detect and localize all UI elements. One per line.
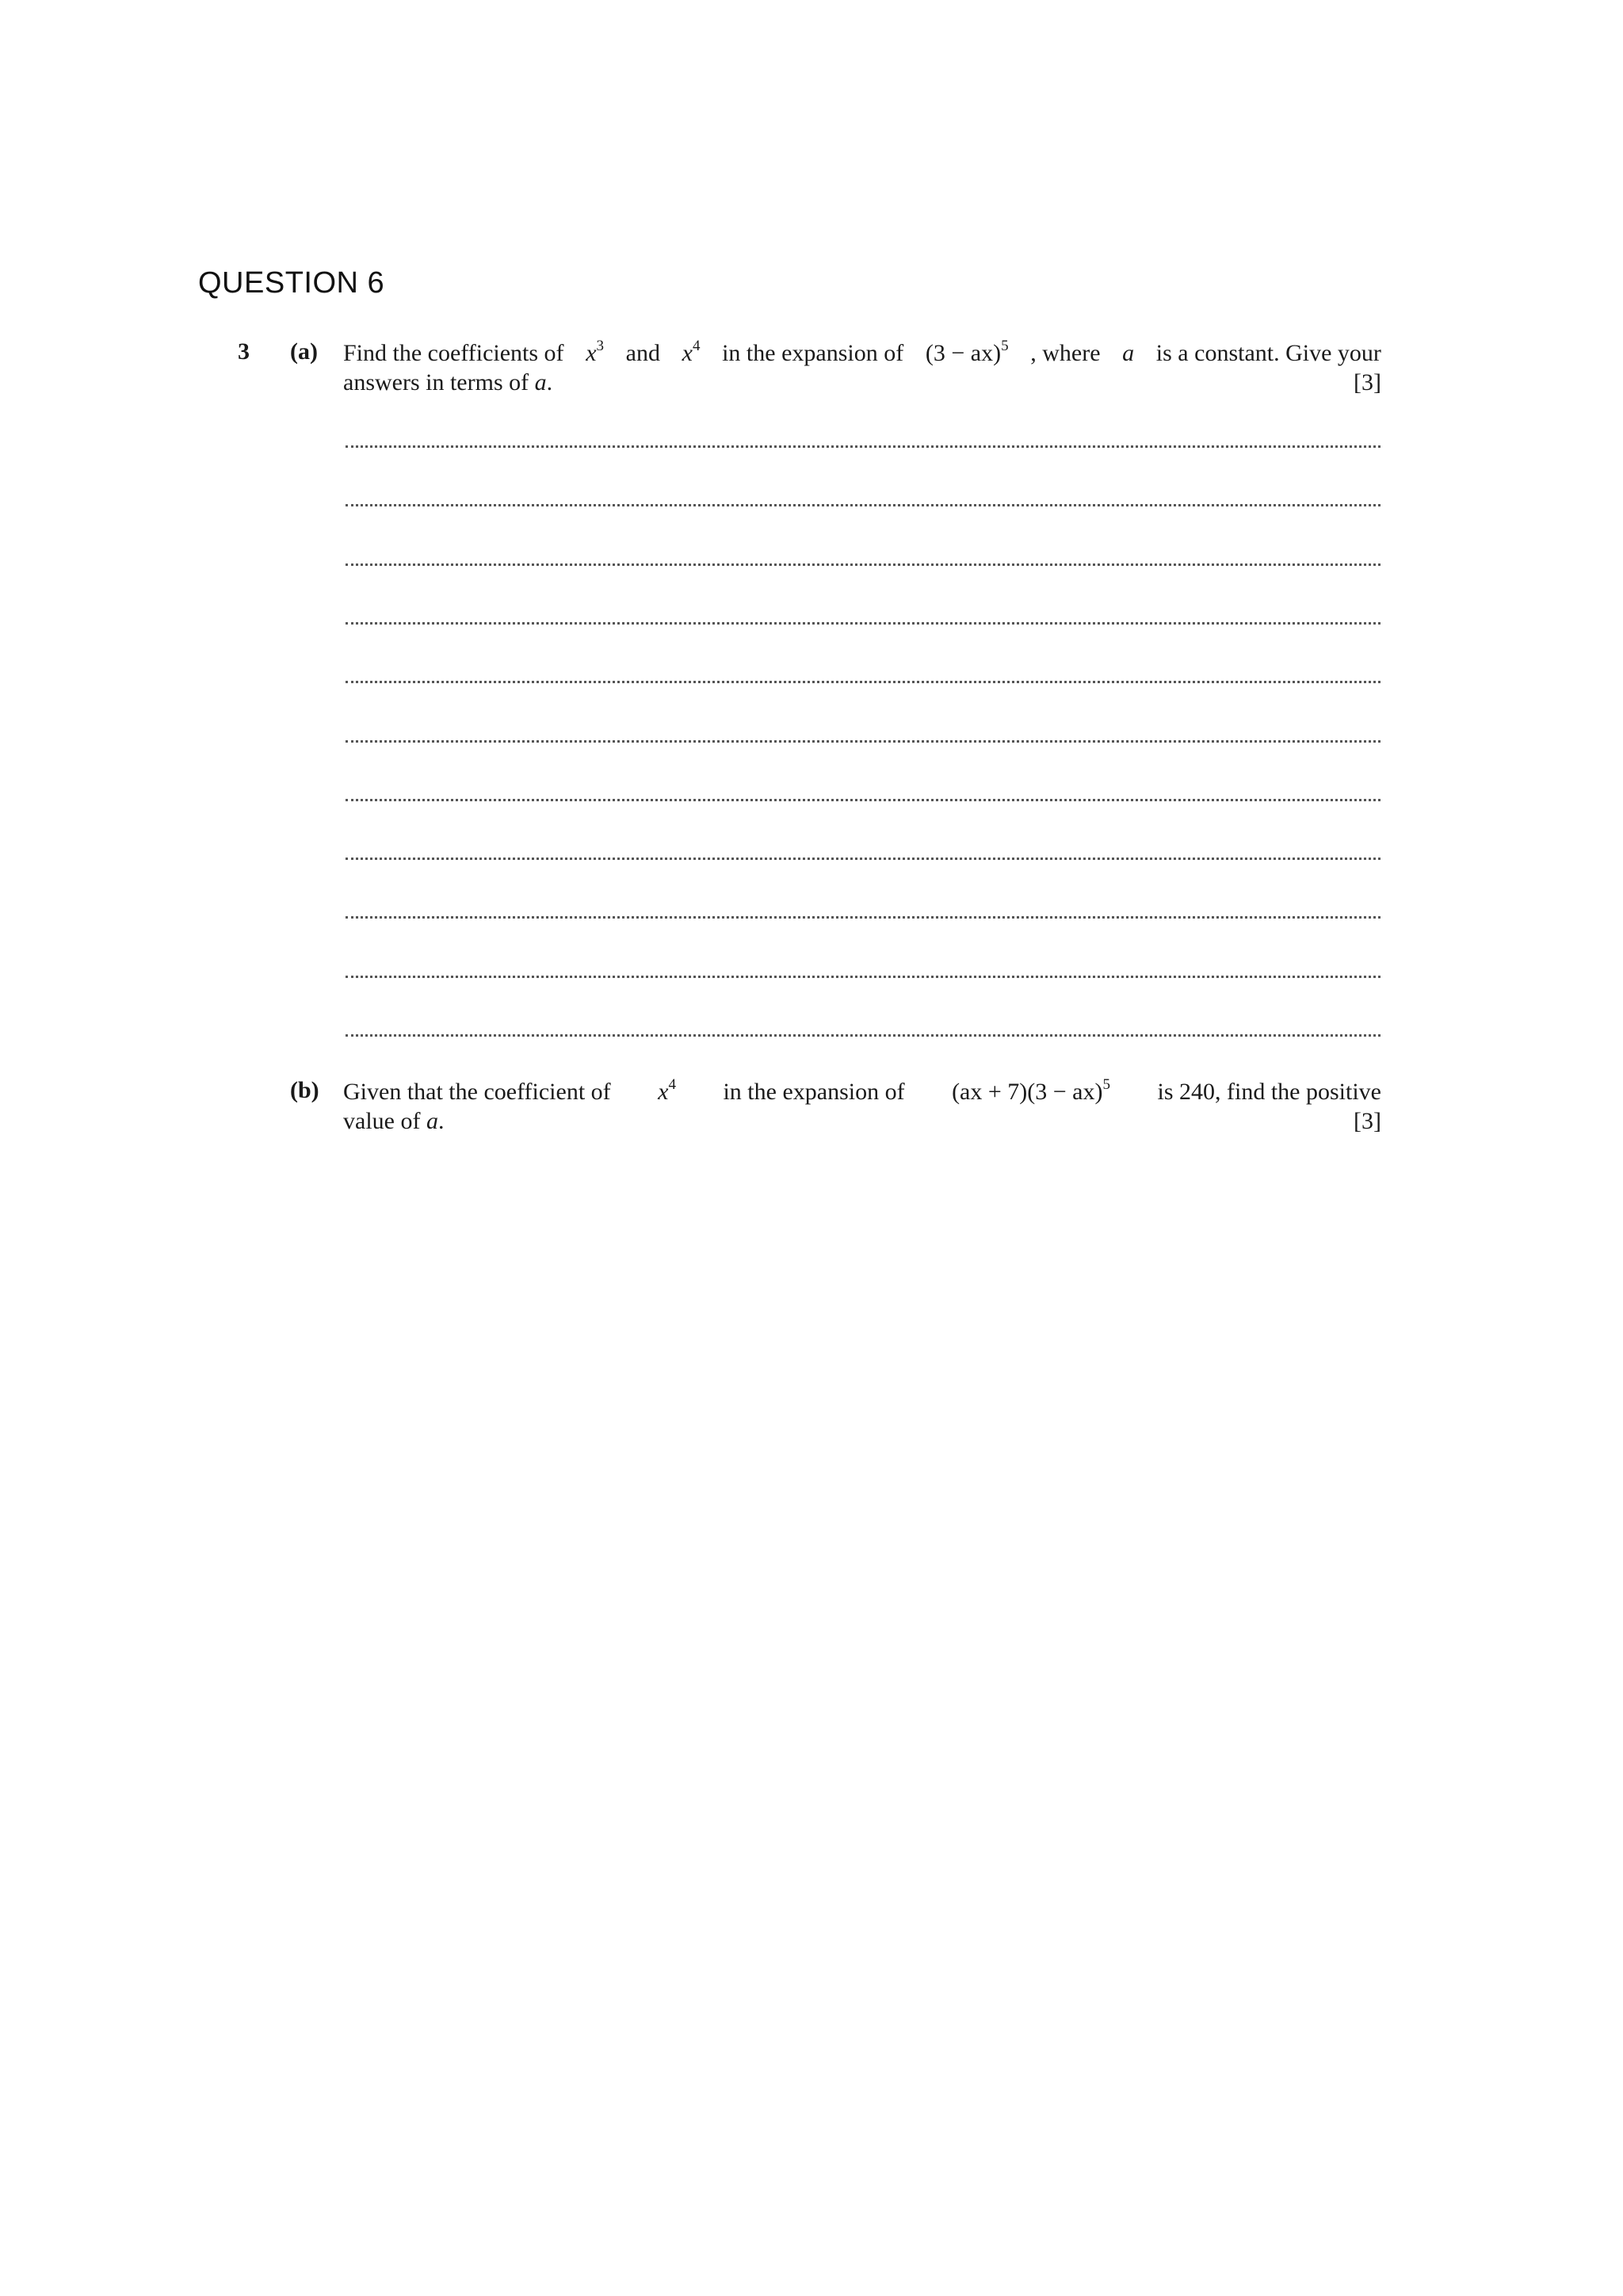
part-b-text-1: Given that the coefficient of <box>343 1079 611 1105</box>
page-title: QUESTION 6 <box>198 266 385 300</box>
x-fourth: $x^4$ <box>658 1076 676 1105</box>
part-a-text-3: in the expansion of <box>722 340 904 366</box>
part-a-text-5: is a constant. Give your <box>1155 340 1381 366</box>
product-expression: (ax + 7)(3 − ax)$^5$ <box>952 1076 1110 1105</box>
part-a-label: (a) <box>290 338 318 365</box>
part-a-marks: [3] <box>1354 369 1381 395</box>
expansion-expression: (3 − ax)$^5$ <box>925 338 1009 366</box>
part-b-text-3: is 240, find the positive <box>1157 1079 1381 1105</box>
part-a-line-2: answers in terms of a. [3] <box>343 369 1381 395</box>
x-fourth: $x^4$ <box>682 338 701 366</box>
x-cubed: $x^3$ <box>586 338 605 366</box>
variable-a: a <box>534 369 547 395</box>
answer-line[interactable] <box>346 740 1381 743</box>
part-a-text <box>343 338 1381 397</box>
answer-line[interactable] <box>346 445 1381 448</box>
part-b-text <box>343 1077 1381 1136</box>
answer-line[interactable] <box>346 1034 1381 1037</box>
answer-line[interactable] <box>346 858 1381 860</box>
part-b-line-2: value of a. [3] <box>343 1108 1381 1134</box>
part-b-line-1 <box>343 1077 1381 1106</box>
part-b-text-2: in the expansion of <box>723 1079 905 1105</box>
answer-line[interactable] <box>346 681 1381 683</box>
part-a-text-2: and <box>625 340 660 366</box>
part-a-text-4: , where <box>1030 340 1101 366</box>
answer-line[interactable] <box>346 504 1381 506</box>
variable-a: a <box>1122 340 1135 366</box>
part-b-label: (b) <box>290 1077 319 1103</box>
part-a-line-1 <box>343 338 1381 368</box>
answer-line[interactable] <box>346 976 1381 978</box>
variable-a: a <box>426 1108 438 1134</box>
answer-line[interactable] <box>346 622 1381 625</box>
question-number: 3 <box>238 338 250 365</box>
part-b-marks: [3] <box>1354 1108 1381 1134</box>
answer-line[interactable] <box>346 563 1381 566</box>
part-a-text-1: Find the coefficients of <box>343 340 564 366</box>
answer-line[interactable] <box>346 916 1381 919</box>
answer-line[interactable] <box>346 799 1381 801</box>
